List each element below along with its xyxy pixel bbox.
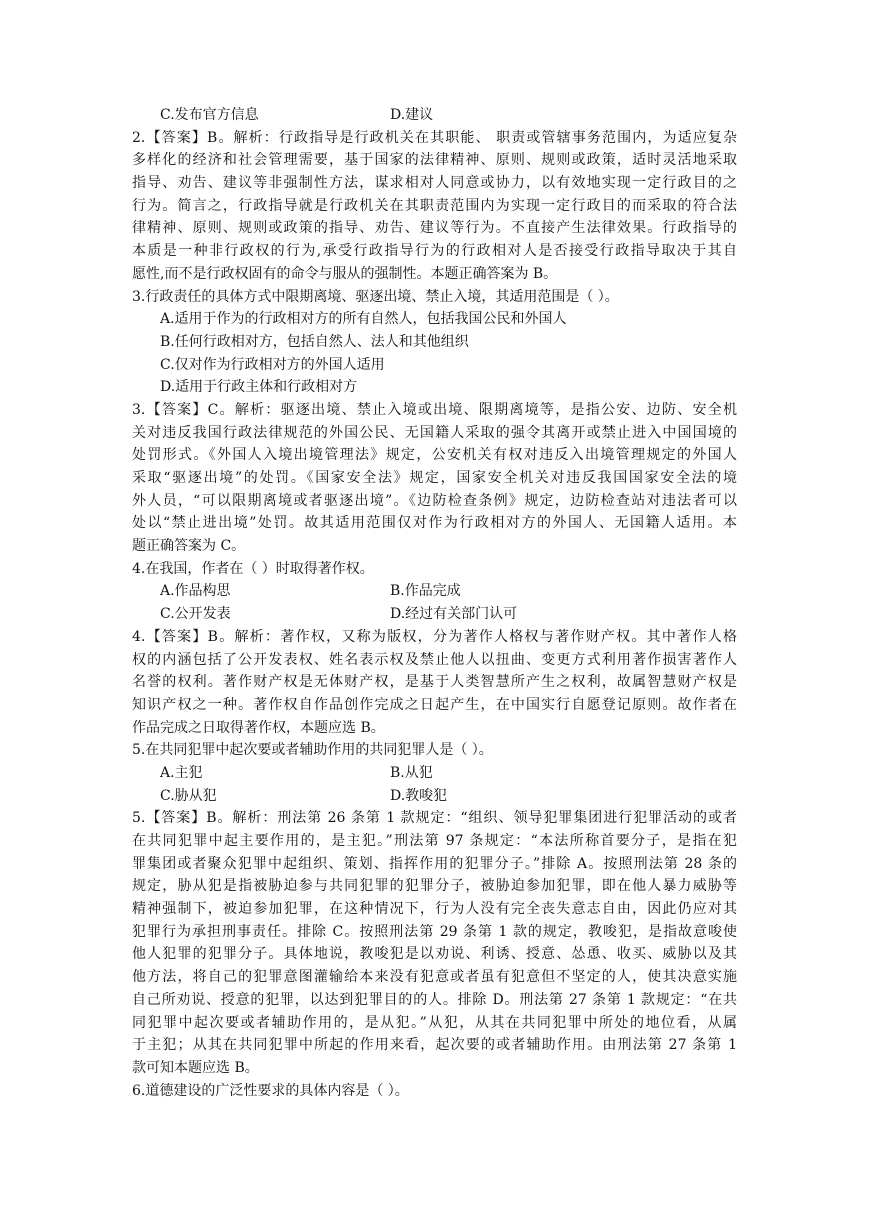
- explanation-line: 行为。简言之，行政指导就是行政机关在其职责范围内为实现一定行政目的而采取的符合法: [132, 197, 737, 214]
- explanation-line: 知识产权之一种。著作权自作品创作完成之日起产生，在中国实行自愿登记原则。故作者在: [132, 696, 737, 713]
- explanation-line: 愿性,而不是行政权固有的命令与服从的强制性。本题正确答案为 B。: [132, 265, 558, 282]
- explanation-line: 本质是一种非行政权的行为,承受行政指导行为的行政相对人是否接受行政指导取决于其自: [132, 243, 737, 260]
- explanation-line: 规定，胁从犯是指被胁迫参与共同犯罪的犯罪分子，被胁迫参加犯罪，即在他人暴力威胁等: [132, 878, 737, 895]
- explanation-line: 关对违反我国行政法律规范的外国公民、无国籍人采取的强令其离开或禁止进入中国国境的: [132, 424, 737, 441]
- explanation-line: 题正确答案为 C。: [132, 538, 246, 555]
- answer-option: C.发布官方信息: [160, 107, 259, 123]
- answer-option: D.建议: [390, 107, 434, 123]
- explanation-line: 款可知本题应选 B。: [132, 1059, 259, 1076]
- explanation-line: 犯罪行为承担刑事责任。排除 C。按照刑法第 29 条第 1 款的规定，教唆犯，是指故意唆使: [132, 923, 737, 940]
- answer-option: D.经过有关部门认可: [390, 606, 518, 623]
- answer-option: D.适用于行政主体和行政相对方: [160, 379, 358, 396]
- answer-option: B.作品完成: [390, 583, 461, 600]
- explanation-line: 指导、劝告、建议等非强制性方法，谋求相对人同意或协力，以有效地实现一定行政目的之: [132, 175, 737, 192]
- answer-option: C.公开发表: [160, 606, 231, 623]
- option-row: [132, 354, 737, 377]
- explanation-line: 精神强制下，被迫参加犯罪，在这种情况下，行为人没有完全丧失意志自由，因此仍应对其: [132, 901, 737, 918]
- explanation-line: 5.【答案】B。解析：刑法第 26 条第 1 款规定：“组织、领导犯罪集团进行犯罪活动的或者: [132, 810, 737, 827]
- question-text: 5.在共同犯罪中起次要或者辅助作用的共同犯罪人是（ ）。: [132, 742, 493, 759]
- exam-content: [132, 104, 737, 1102]
- explanation-line: 在共同犯罪中起主要作用的，是主犯。”刑法第 97 条规定：“本法所称首要分子，是指在犯: [132, 833, 737, 849]
- explanation-line: 处以“禁止进出境”处罚。故其适用范围仅对作为行政相对方的外国人、无国籍人适用。本: [132, 515, 737, 532]
- explanation-line: 采取“驱逐出境”的处罚。《国家安全法》规定，国家安全机关对违反我国国家安全法的境: [132, 470, 737, 486]
- option-row: [132, 308, 737, 331]
- explanation-line: 权的内涵包括了公开发表权、姓名表示权及禁止他人以扭曲、变更方式利用著作损害著作人: [132, 651, 737, 668]
- option-row: [132, 376, 737, 399]
- explanation-line: 处罚形式。《外国人入境出境管理法》规定，公安机关有权对违反入出境管理规定的外国人: [132, 447, 737, 464]
- answer-option: C.胁从犯: [160, 787, 217, 804]
- explanation-line: 2.【答案】B。解析：行政指导是行政机关在其职能、 职责或管辖事务范围内，为适应复杂: [132, 129, 737, 146]
- explanation-line: 作品完成之日取得著作权，本题应选 B。: [132, 719, 385, 736]
- question-text: 4.在我国，作者在（ ）时取得著作权。: [132, 560, 374, 577]
- answer-explanation: [132, 807, 737, 1079]
- question-text: 3.行政责任的具体方式中限期离境、驱逐出境、禁止入境，其适用范围是（ ）。: [132, 288, 619, 305]
- explanation-line: 3.【答案】C。解析：驱逐出境、禁止入境或出境、限期离境等，是指公安、边防、安全机: [132, 401, 737, 418]
- answer-option: D.教唆犯: [390, 787, 448, 804]
- question-text: 6.道德建设的广泛性要求的具体内容是（ ）。: [132, 1082, 409, 1099]
- answer-explanation: [132, 399, 737, 558]
- explanation-line: 罪集团或者聚众犯罪中起组织、策划、指挥作用的犯罪分子。”排除 A。按照刑法第 28 条的: [132, 855, 737, 872]
- explanation-line: 律精神、原则、规则或政策的指导、劝告、建议等行为。不直接产生法律效果。行政指导的: [132, 220, 737, 237]
- option-row: [132, 331, 737, 354]
- answer-option: B.从犯: [390, 764, 433, 781]
- option-row: [132, 104, 737, 127]
- option-row: [132, 580, 737, 603]
- explanation-line: 于主犯；从其在共同犯罪中所起的作用来看，起次要的或者辅助作用。由刑法第 27 条第 1: [132, 1037, 737, 1054]
- option-row: [132, 603, 737, 626]
- answer-explanation: [132, 127, 737, 286]
- explanation-line: 外人员，“可以限期离境或者驱逐出境”。《边防检查条例》规定，边防检查站对违法者可以: [132, 492, 737, 509]
- explanation-line: 同犯罪中起次要或者辅助作用的，是从犯。”从犯，从其在共同犯罪中所处的地位看，从属: [132, 1014, 737, 1031]
- explanation-line: 他方法，将自己的犯罪意图灌输给本来没有犯意或者虽有犯意但不坚定的人，使其决意实施: [132, 969, 737, 986]
- option-row: [132, 762, 737, 785]
- explanation-line: 自己所劝说、授意的犯罪，以达到犯罪目的的人。排除 D。刑法第 27 条第 1 款规定：“在共: [132, 991, 737, 1008]
- explanation-line: 4.【答案】B。解析：著作权，又称为版权，分为著作人格权与著作财产权。其中著作人格: [132, 628, 737, 645]
- answer-option: C.仅对作为行政相对方的外国人适用: [160, 356, 385, 373]
- option-row: [132, 785, 737, 808]
- answer-option: A.主犯: [160, 764, 203, 781]
- explanation-line: 名誉的权利。著作财产权是无体财产权，是基于人类智慧所产生之权利，故属智慧财产权是: [132, 674, 737, 691]
- answer-option: A.适用于作为的行政相对方的所有自然人，包括我国公民和外国人: [160, 311, 567, 328]
- explanation-line: 他人犯罪的犯罪分子。具体地说，教唆犯是以劝说、利诱、授意、怂恿、收买、威胁以及其: [132, 946, 737, 963]
- explanation-line: 多样化的经济和社会管理需要，基于国家的法律精神、原则、规则或政策，适时灵活地采取: [132, 152, 737, 169]
- answer-option: A.作品构思: [160, 583, 231, 600]
- answer-option: B.任何行政相对方，包括自然人、法人和其他组织: [160, 333, 469, 350]
- answer-explanation: [132, 626, 737, 739]
